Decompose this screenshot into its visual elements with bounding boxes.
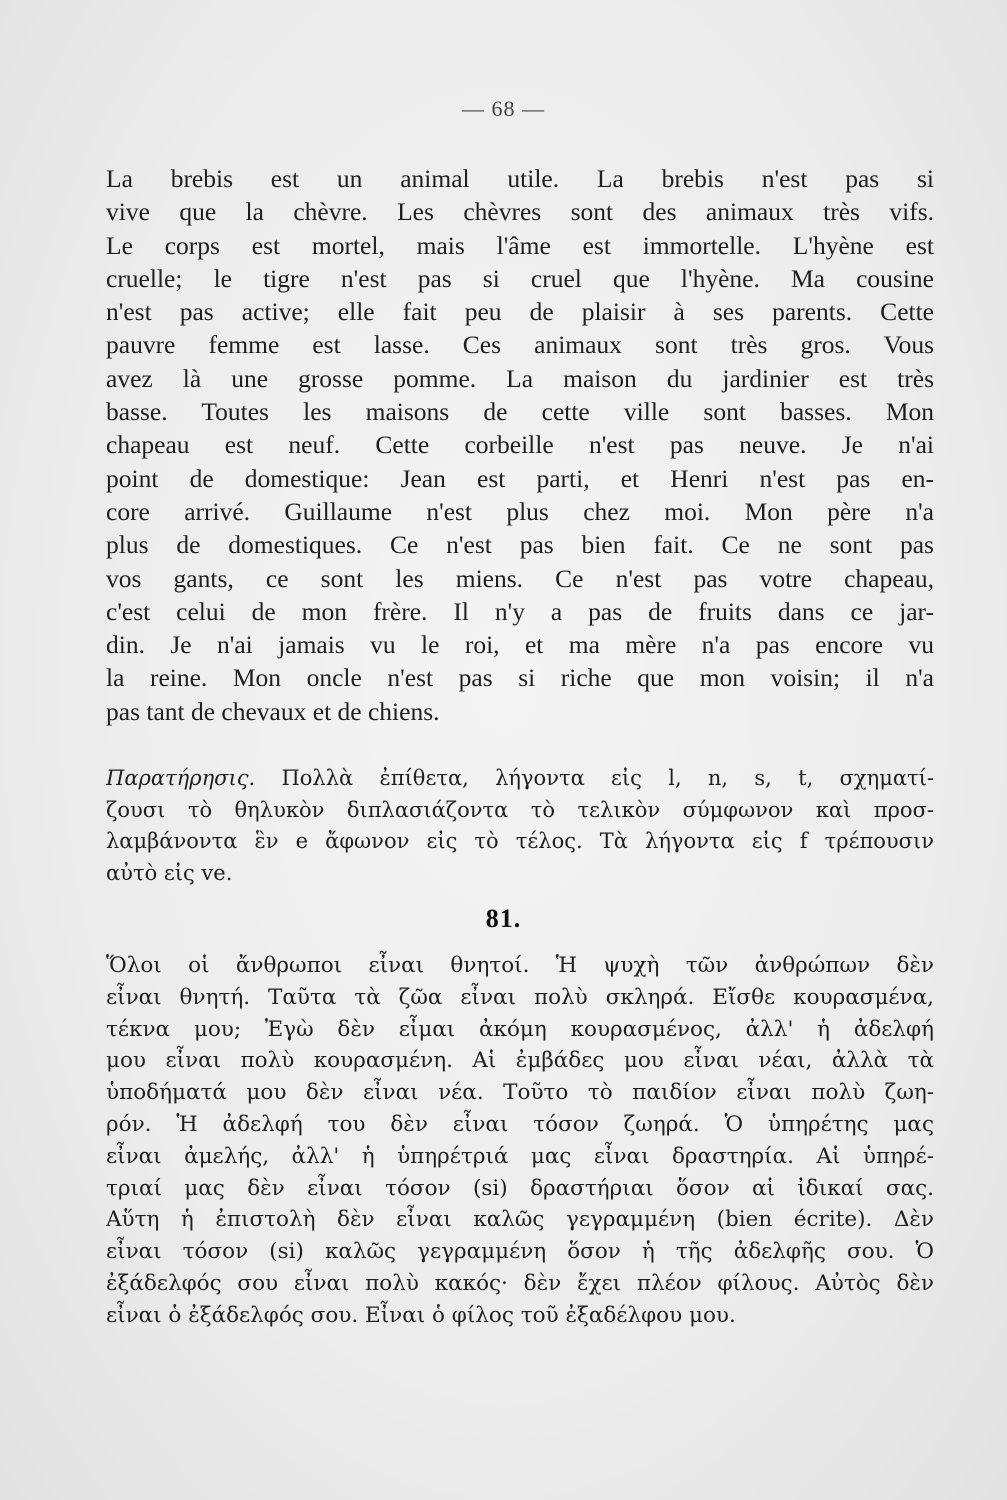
text-line: basse. Toutes les maisons de cette ville sont basses. Mon — [106, 397, 934, 427]
text-line: Αὕτη ἡ ἐπιστολὴ δὲν εἶναι καλῶς γεγραμμένη (bien écrite). Δὲν — [106, 1207, 934, 1233]
text-line: n'est pas active; elle fait peu de plaisir à ses parents. Cette — [106, 297, 934, 327]
page-number: — 68 — — [462, 96, 545, 121]
text-line: c'est celui de mon frère. Il n'y a pas de fruits dans ce jar- — [106, 596, 934, 626]
text-line: εἶναι ὁ ἐξάδελφός σου. Εἶναι ὁ φίλος τοῦ ἐξαδέλφου μου. — [106, 1302, 736, 1328]
text-line: point de domestique: Jean est parti, et Henri n'est pas en- — [106, 463, 934, 493]
text-line: Le corps est mortel, mais l'âme est immortelle. L'hyène est — [106, 230, 934, 260]
section-number: 81. — [485, 904, 522, 933]
text-line: la reine. Mon oncle n'est pas si riche que mon voisin; il n'a — [106, 663, 934, 693]
text-line: cruelle; le tigre n'est pas si cruel que l'hyène. Ma cousine — [106, 263, 934, 293]
text-line: τριαί μας δὲν εἶναι τόσον (si) δραστήριαι ὅσον αἱ ἰδικαί σας. — [106, 1175, 934, 1201]
text-line: din. Je n'ai jamais vu le roi, et ma mère n'a pas encore vu — [106, 630, 934, 660]
text-line: La brebis est un animal utile. La brebis n'est pas si — [106, 164, 934, 193]
text-line: pas tant de chevaux et de chiens. — [106, 696, 440, 726]
note-first-line-text: Πολλὰ ἐπίθετα, λήγοντα εἰς l, n, s, t, σχηματί- — [281, 766, 934, 790]
grammar-note — [106, 763, 934, 889]
text-line: εἶναι θνητή. Ταῦτα τὰ ζῶα εἶναι πολὺ σκληρά. Εἴσθε κουρασμένα, — [106, 984, 934, 1010]
note-label: Παρατήρησις. — [106, 766, 256, 790]
french-exercise-text — [106, 162, 934, 728]
text-line: plus de domestiques. Ce n'est pas bien fait. Ce ne sont pas — [106, 530, 934, 560]
text-line: ὑποδήματά μου δὲν εἶναι νέα. Τοῦτο τὸ παιδίον εἶναι πολὺ ζωη- — [106, 1080, 934, 1106]
text-line: vive que la chèvre. Les chèvres sont des animaux très vifs. — [106, 197, 934, 227]
note-line: λαμβάνοντα ἓν e ἄφωνον εἰς τὸ τέλος. Τὰ λήγοντα εἰς f τρέπουσιν — [106, 829, 934, 853]
note-line: ζουσι τὸ θηλυκὸν διπλασιάζοντα τὸ τελικὸν σύμφωνον καὶ προσ- — [106, 797, 934, 822]
text-line: core arrivé. Guillaume n'est plus chez moi. Mon père n'a — [106, 496, 934, 526]
text-line: μου εἶναι πολὺ κουρασμένη. Αἱ ἐμβάδες μου εἶναι νέαι, ἀλλὰ τὰ — [106, 1048, 934, 1074]
text-line: Ὅλοι οἱ ἄνθρωποι εἶναι θνητοί. Ἡ ψυχὴ τῶν ἀνθρώπων δὲν — [106, 953, 934, 978]
greek-exercise-text — [106, 950, 934, 1332]
text-line: chapeau est neuf. Cette corbeille n'est pas neuve. Je n'ai — [106, 430, 934, 460]
note-line: αὐτὸ εἰς ve. — [106, 860, 233, 885]
text-line: vos gants, ce sont les miens. Ce n'est pas votre chapeau, — [106, 563, 934, 593]
text-line: εἶναι ἀμελής, ἀλλ' ἡ ὑπηρέτριά μας εἶναι δραστηρία. Αἱ ὑπηρέ- — [106, 1143, 934, 1169]
note-first-line — [106, 763, 934, 795]
text-line: τέκνα μου; Ἐγὼ δὲν εἶμαι ἀκόμη κουρασμένος, ἀλλ' ἡ ἀδελφή — [106, 1016, 934, 1042]
text-line: avez là une grosse pomme. La maison du jardinier est très — [106, 363, 934, 393]
text-line: ἐξάδελφός σου εἶναι πολὺ κακός· δὲν ἔχει πλέον φίλους. Αὐτὸς δὲν — [106, 1270, 934, 1296]
text-line: εἶναι τόσον (si) καλῶς γεγραμμένη ὅσον ἡ τῆς ἀδελφῆς σου. Ὁ — [106, 1239, 934, 1265]
text-line: ρόν. Ἡ ἀδελφή του δὲν εἶναι τόσον ζωηρά. Ὁ ὑπηρέτης μας — [106, 1111, 934, 1137]
text-line: pauvre femme est lasse. Ces animaux sont très gros. Vous — [106, 330, 934, 360]
